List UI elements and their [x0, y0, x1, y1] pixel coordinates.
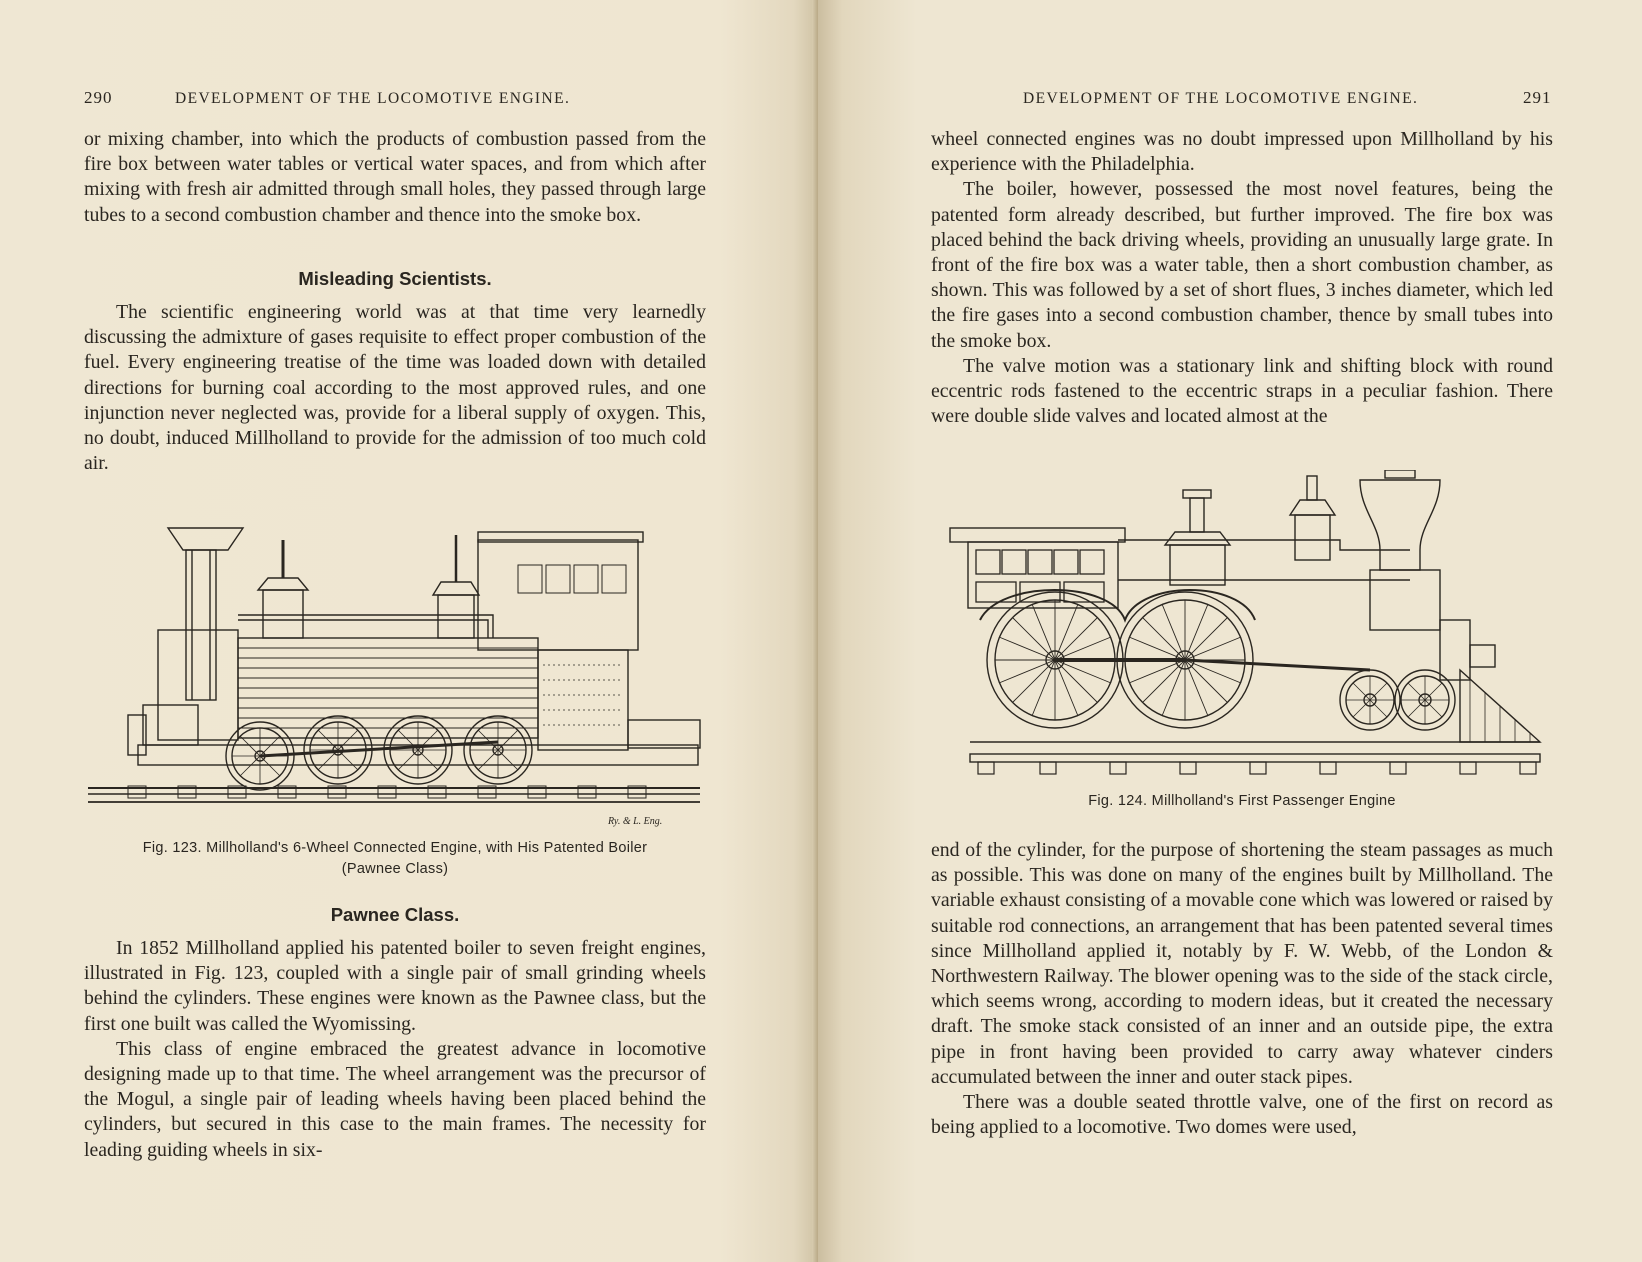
figure-124-passenger-engine-drawing — [940, 470, 1560, 780]
section-heading-pawnee-class: Pawnee Class. — [330, 904, 460, 925]
body-text-block — [931, 838, 1553, 1140]
section-heading-misleading-scientists: Misleading Scientists. — [298, 268, 492, 289]
body-text-block — [931, 127, 1553, 429]
body-text-block — [84, 127, 706, 228]
page-number: 290 — [84, 88, 113, 107]
paragraph-scientists: The scientific engineering world was at that time very learnedly discussing the admixture of gases requisite to effect proper combustion of the fuel. Every engineering treatise of the time was loaded down with detailed directions for burning coal according to the most approved rules, and one injunction never neglected was, provide for a liberal supply of oxygen. This, no doubt, induced Millholland to provide for the admission of too much cold air. — [84, 301, 706, 475]
figure-124-caption: Fig. 124. Millholland's First Passenger Engine — [1088, 793, 1396, 809]
paragraph-throttle: There was a double seated throttle valve, one of the first on record as being applied to a locomotive. Two domes were used, — [931, 1091, 1553, 1139]
running-head: DEVELOPMENT OF THE LOCOMOTIVE ENGINE. — [175, 90, 571, 107]
left-page — [0, 0, 818, 1262]
paragraph-continued: wheel connected engines was no doubt impressed upon Millholland by his experience with the Philadelphia. — [931, 128, 1553, 176]
figure-123-caption — [84, 838, 706, 880]
figure-123-locomotive-section-drawing — [88, 520, 710, 830]
paragraph-pawnee-1: In 1852 Millholland applied his patented boiler to seven freight engines, illustrated in Fig. 123, coupled with a single pair of small grinding wheels behind the cylinders. These engines were known as the Pawnee class, but the first one built was called the Wyomissing. — [84, 937, 706, 1035]
body-text-block — [84, 300, 706, 476]
paragraph-boiler: The boiler, however, possessed the most novel features, being the patented form already described, but further improved. The fire box was placed behind the back driving wheels, providing an unusually large grate. In front of the fire box was a water table, then a short combustion chamber, as shown. This was followed by a set of short flues, 3 inches diameter, which led the fire gases into a second combustion chamber, thence by small tubes into the smoke box. — [931, 178, 1553, 352]
paragraph-valve-motion: The valve motion was a stationary link and shifting block with round eccentric rods fastened to the eccentric straps in a peculiar fashion. There were double slide valves and located almost at the — [931, 354, 1553, 428]
figure-credit: Ry. & L. Eng. — [608, 816, 663, 827]
right-page — [818, 0, 1642, 1262]
paragraph-cylinder: end of the cylinder, for the purpose of shortening the steam passages as much as possible. This was done on many of the engines built by Millholland. The variable exhaust consisting of a movable cone which was lowered or raised by suitable rod connections, an arrangement that has been patented several times since Millholland applied it, notably by F. W. Webb, of the London & Northwestern Railway. The blower opening was to the side of the stack circle, which seems wrong, according to modern ideas, but it created the necessary draft. The smoke stack consisted of an inner and an outside pipe, the extra pipe in front having been provided to carry away whatever cinders accumulated between the inner and outer stack pipes. — [931, 839, 1553, 1088]
paragraph-continued: or mixing chamber, into which the products of combustion passed from the fire box between water tables or vertical water spaces, and from which after mixing with fresh air admitted through small holes, they passed through large tubes to a second combustion chamber and thence into the smoke box. — [84, 128, 706, 226]
running-head: DEVELOPMENT OF THE LOCOMOTIVE ENGINE. — [1023, 90, 1419, 107]
paragraph-pawnee-2: This class of engine embraced the greatest advance in locomotive designing made up to that time. The wheel arrangement was the precursor of the Mogul, a single pair of leading wheels having been placed behind the cylinders, but secured in this case to the main frames. The necessity for leading guiding wheels in six- — [84, 1037, 706, 1161]
page-number: 291 — [1523, 88, 1552, 107]
body-text-block — [84, 936, 706, 1163]
caption-line: Fig. 123. Millholland's 6-Wheel Connected Engine, with His Patented Boiler — [142, 840, 648, 856]
caption-line: (Pawnee Class) — [341, 861, 449, 877]
